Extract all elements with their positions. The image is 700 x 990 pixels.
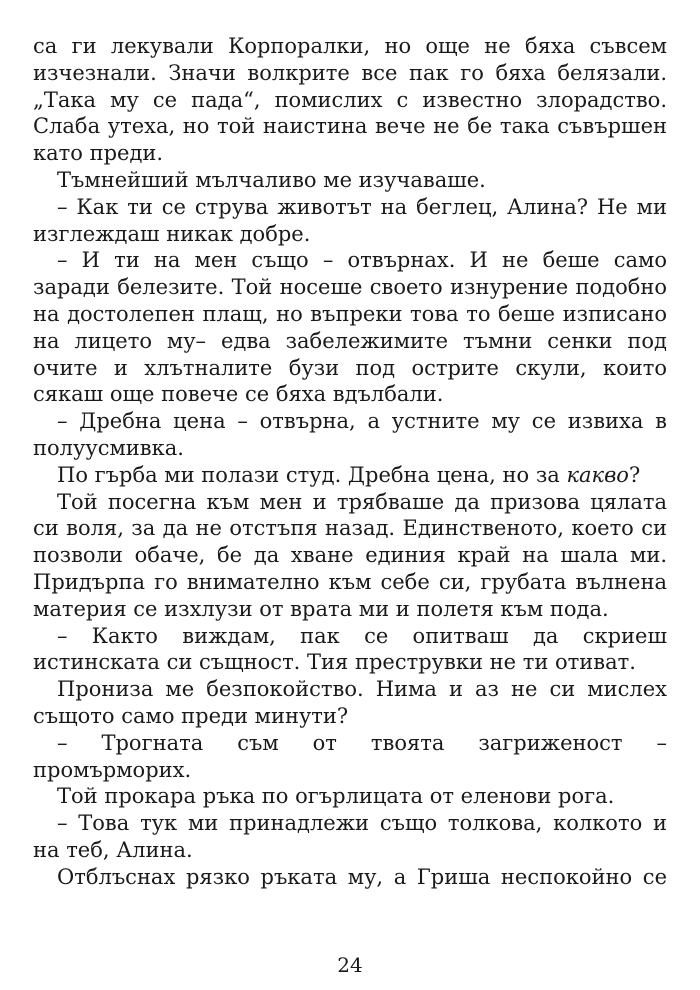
paragraph-11: Той прокара ръка по огърлицата от еленови рога. — [57, 784, 615, 809]
paragraph-5: – Дребна цена – отвърна, а устните му се извиха в полуусмивка. — [33, 409, 667, 460]
paragraph-6: По гърба ми полази студ. Дребна цена, но за какво? — [57, 462, 641, 487]
paragraph-13: Отблъснах рязко ръката му, а Гриша неспокойно се — [57, 864, 667, 889]
paragraph-3: – Как ти се струва животът на беглец, Алина? Не ми изглеждаш никак добре. — [33, 194, 667, 246]
paragraph-1: са ги лекували Корпоралки, но още не бяха съвсем изчезнали. Значи волкрите все пак го бяха белязали. „Така му се пада“, помислих с известно злорадство. Слаба утеха, но той наистина вече не бе така съвършен като преди. — [33, 34, 667, 166]
paragraph-12: – Това тук ми принадлежи също толкова, колкото и на теб, Алина. — [33, 811, 667, 862]
paragraph-9: Прониза ме безпокойство. Нима и аз не си мислех същото само преди минути? — [33, 677, 667, 728]
page-text — [33, 33, 667, 891]
paragraph-2: Тъмнейший мълчаливо ме изучаваше. — [57, 167, 486, 192]
paragraph-4: – И ти на мен също – отвърнах. И не беше само заради белезите. Той носеше своето изнурение подобно на достолепен плащ, но въпреки това то беше изписано на лицето му– едва забележимите тъмни сенки под очите и хлътналите бузи под острите скули, които сякаш още повече се бяха вдълбали. — [33, 248, 667, 407]
paragraph-10: – Трогната съм от твоята загриженост – промърморих. — [33, 730, 667, 782]
paragraph-8: – Както виждам, пак се опитваш да скриеш истинската си същност. Тия преструвки не ти отиват. — [33, 623, 667, 675]
emphasis: какво — [566, 462, 629, 487]
paragraph-7: Той посегна към мен и трябваше да призова цялата си воля, за да не отстъпя назад. Единственото, което си позволи обаче, бе да хване единия край на шала ми. Придърпа го внимателно към себе си, грубата вълнена материя се изхлузи от врата ми и полетя към пода. — [33, 489, 667, 621]
page-number: 24 — [337, 953, 363, 977]
